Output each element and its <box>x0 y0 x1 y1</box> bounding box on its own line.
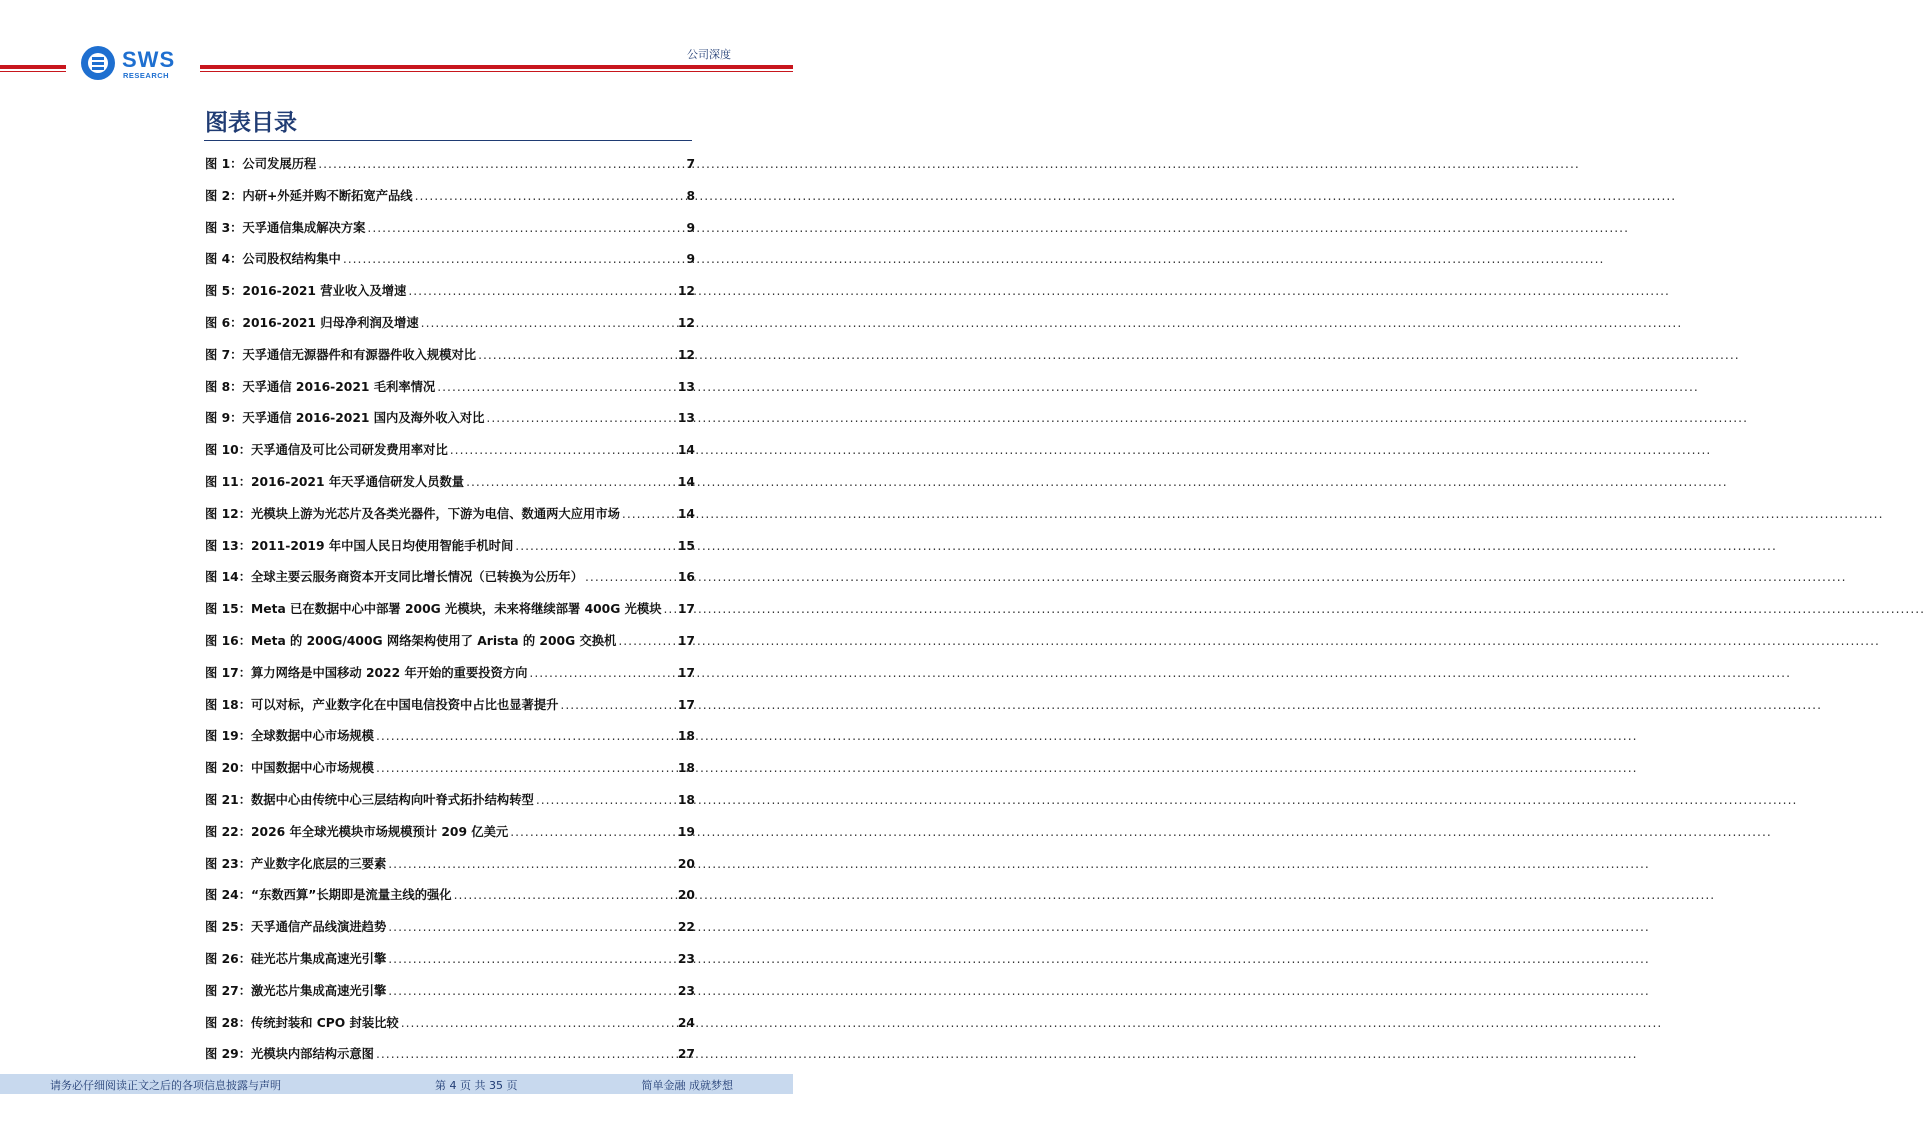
toc-entry-label[interactable]: 图 29：光模块内部结构示意图 <box>205 1047 374 1062</box>
toc-dot-leader <box>527 666 677 680</box>
toc-dot-leader <box>435 380 678 394</box>
toc-entry-label[interactable]: 图 22：2026 年全球光模块市场规模预计 209 亿美元 <box>205 824 509 839</box>
footer-bar <box>0 1074 793 1094</box>
toc-dot-leader <box>508 825 678 839</box>
toc-dot-leader <box>386 984 678 998</box>
toc-entry[interactable] <box>205 218 695 250</box>
sws-logo-icon <box>80 45 116 81</box>
toc-entry-label[interactable]: 图 23：产业数字化底层的三要素 <box>205 856 387 871</box>
toc-entry-page[interactable]: 17 <box>677 602 695 617</box>
toc-entry-label[interactable]: 图 25：天孚通信产品线演进趋势 <box>205 920 387 935</box>
toc-entry-label[interactable]: 图 27：激光芯片集成高速光引擎 <box>205 983 387 998</box>
toc-entry[interactable] <box>205 631 695 663</box>
toc-dot-leader <box>620 507 678 521</box>
toc-dot-leader <box>413 189 685 203</box>
toc-dot-leader <box>399 1016 678 1030</box>
toc-dot-leader <box>448 443 678 457</box>
toc-entry[interactable] <box>205 822 695 854</box>
toc-entry[interactable] <box>205 154 695 186</box>
toc-entry-label[interactable]: 图 28：传统封装和 CPO 封装比较 <box>205 1015 399 1030</box>
toc-dot-leader <box>374 1047 678 1061</box>
toc-entry-page[interactable]: 16 <box>677 570 695 585</box>
toc-dot-leader <box>534 793 678 807</box>
toc-dot-leader <box>341 252 685 266</box>
toc-entry[interactable] <box>205 1013 695 1045</box>
toc-entry[interactable] <box>205 472 695 504</box>
toc-entry[interactable] <box>205 567 695 599</box>
toc-entry-page[interactable]: 18 <box>677 729 695 744</box>
toc-entry-page[interactable]: 17 <box>677 665 695 680</box>
toc-entry-label[interactable]: 图 7：天孚通信无源器件和有源器件收入规模对比 <box>205 347 477 362</box>
toc-entry[interactable] <box>205 917 695 949</box>
toc-entry[interactable] <box>205 854 695 886</box>
toc-entry-page[interactable]: 20 <box>677 888 695 903</box>
toc-entry[interactable] <box>205 726 695 758</box>
toc-entry-page[interactable]: 20 <box>677 856 695 871</box>
toc-dot-leader <box>406 284 678 298</box>
page-title: 图表目录 <box>205 110 297 136</box>
toc-entry-label[interactable]: 图 13：2011-2019 年中国人民日均使用智能手机时间 <box>205 538 514 553</box>
toc-entry[interactable] <box>205 313 695 345</box>
toc-entry-page[interactable]: 13 <box>677 379 695 394</box>
toc-dot-leader <box>476 348 678 362</box>
toc-entry-page[interactable]: 12 <box>677 315 695 330</box>
toc-entry[interactable] <box>205 1044 695 1076</box>
footer-page-info: 第 4 页 共 35 页 <box>435 1079 518 1092</box>
toc-entry-label[interactable]: 图 20：中国数据中心市场规模 <box>205 761 374 776</box>
toc-dot-leader <box>583 570 678 584</box>
toc-entry[interactable] <box>205 536 695 568</box>
toc-entry-page[interactable]: 13 <box>677 411 695 426</box>
toc-entry-page[interactable]: 8 <box>686 188 695 203</box>
toc-entry-label[interactable]: 图 6：2016-2021 归母净利润及增速 <box>205 315 419 330</box>
toc-entry-page[interactable]: 18 <box>677 792 695 807</box>
toc-entry-page[interactable]: 17 <box>677 697 695 712</box>
toc-dot-leader <box>419 316 678 330</box>
toc-entry[interactable] <box>205 440 695 472</box>
toc-entry-label[interactable]: 图 21：数据中心由传统中心三层结构向叶脊式拓扑结构转型 <box>205 792 534 807</box>
toc-entry[interactable] <box>205 790 695 822</box>
toc-dot-leader <box>558 698 677 712</box>
toc-entry-label[interactable]: 图 9：天孚通信 2016-2021 国内及海外收入对比 <box>205 411 485 426</box>
toc-entry[interactable] <box>205 885 695 917</box>
toc-entry[interactable] <box>205 281 695 313</box>
toc-entry[interactable] <box>205 408 695 440</box>
toc-entry[interactable] <box>205 377 695 409</box>
toc-entry-label[interactable]: 图 11：2016-2021 年天孚通信研发人员数量 <box>205 474 465 489</box>
toc-entry-label[interactable]: 图 17：算力网络是中国移动 2022 年开始的重要投资方向 <box>205 665 528 680</box>
toc-dot-leader <box>616 634 678 648</box>
toc-entry-page[interactable]: 14 <box>677 506 695 521</box>
toc-entry-label[interactable]: 图 18：可以对标，产业数字化在中国电信投资中占比也显著提升 <box>205 697 559 712</box>
toc-entry-page[interactable]: 19 <box>677 824 695 839</box>
toc-entry-page[interactable]: 17 <box>677 633 695 648</box>
header-rule-right <box>200 65 793 72</box>
toc-dot-leader <box>484 411 677 425</box>
toc-entry-page[interactable]: 12 <box>677 284 695 299</box>
toc-entry-label[interactable]: 图 1：公司发展历程 <box>205 157 317 171</box>
toc-entry-page[interactable]: 12 <box>677 347 695 362</box>
toc-dot-leader <box>374 761 678 775</box>
toc-dot-leader <box>464 475 678 489</box>
toc-dot-leader <box>365 221 685 235</box>
toc-entry-page[interactable]: 14 <box>677 443 695 458</box>
toc-entry-label[interactable]: 图 3：天孚通信集成解决方案 <box>205 220 366 235</box>
toc-entry-label[interactable]: 图 10：天孚通信及可比公司研发费用率对比 <box>205 443 448 458</box>
toc-entry-label[interactable]: 图 26：硅光芯片集成高速光引擎 <box>205 951 387 966</box>
toc-dot-leader <box>386 952 678 966</box>
toc-entry-label[interactable]: 图 5：2016-2021 营业收入及增速 <box>205 284 407 299</box>
toc-entry-label[interactable]: 图 4：公司股权结构集中 <box>205 252 341 267</box>
toc-entry-label[interactable]: 图 16：Meta 的 200G/400G 网络架构使用了 Arista 的 200G 交换机 <box>205 633 617 648</box>
toc-entry[interactable] <box>205 695 695 727</box>
toc-entry-page[interactable]: 18 <box>677 761 695 776</box>
toc-entry-label[interactable]: 图 19：全球数据中心市场规模 <box>205 729 374 744</box>
toc-entry-page[interactable]: 24 <box>677 1015 695 1030</box>
toc-entry[interactable] <box>205 345 695 377</box>
toc-entry[interactable] <box>205 663 695 695</box>
report-type: 公司深度 <box>687 48 731 61</box>
toc-entry[interactable] <box>205 949 695 981</box>
toc-entry-page[interactable]: 23 <box>677 983 695 998</box>
toc-entry-page[interactable]: 27 <box>677 1047 695 1062</box>
toc-dot-leader <box>662 602 678 616</box>
toc-dot-leader <box>386 857 678 871</box>
toc-entry[interactable] <box>205 186 695 218</box>
toc-entry[interactable] <box>205 758 695 790</box>
toc-entry[interactable] <box>205 504 695 536</box>
toc-entry-label[interactable]: 图 15：Meta 已在数据中心中部署 200G 光模块，未来将继续部署 400G 光模块 <box>205 602 662 617</box>
sws-logo <box>80 45 184 83</box>
toc-dot-leader <box>513 539 678 553</box>
logo-subtext: RESEARCH <box>123 71 170 80</box>
title-divider <box>204 140 692 141</box>
toc-entry-label[interactable]: 图 12：光模块上游为光芯片及各类光器件，下游为电信、数通两大应用市场 <box>205 506 620 521</box>
toc-dot-leader <box>452 888 678 902</box>
footer-disclaimer: 请务必仔细阅读正文之后的各项信息披露与声明 <box>50 1079 281 1092</box>
header-rule-left <box>0 65 66 72</box>
toc-entry-label[interactable]: 图 24：“东数西算”长期即是流量主线的强化 <box>205 888 452 903</box>
toc-entry[interactable] <box>205 249 695 281</box>
logo-text: SWS <box>122 47 176 72</box>
toc-entry-page[interactable]: 23 <box>677 951 695 966</box>
toc-entry-page[interactable]: 7 <box>686 157 695 171</box>
toc-dot-leader <box>386 920 678 934</box>
footer-slogan: 简单金融 成就梦想 <box>641 1079 733 1092</box>
toc-entry-page[interactable]: 9 <box>686 252 695 267</box>
toc-dot-leader <box>374 729 678 743</box>
toc-entry-page[interactable]: 15 <box>677 538 695 553</box>
toc-entry[interactable] <box>205 981 695 1013</box>
figure-list <box>205 154 695 1076</box>
toc-entry-page[interactable]: 14 <box>677 474 695 489</box>
toc-entry-page[interactable]: 22 <box>677 920 695 935</box>
toc-entry-label[interactable]: 图 8：天孚通信 2016-2021 毛利率情况 <box>205 379 436 394</box>
toc-entry[interactable] <box>205 599 695 631</box>
toc-entry-label[interactable]: 图 2：内研+外延并购不断拓宽产品线 <box>205 188 413 203</box>
toc-dot-leader <box>316 157 685 171</box>
toc-entry-page[interactable]: 9 <box>686 220 695 235</box>
toc-entry-label[interactable]: 图 14：全球主要云服务商资本开支同比增长情况（已转换为公历年） <box>205 570 584 585</box>
